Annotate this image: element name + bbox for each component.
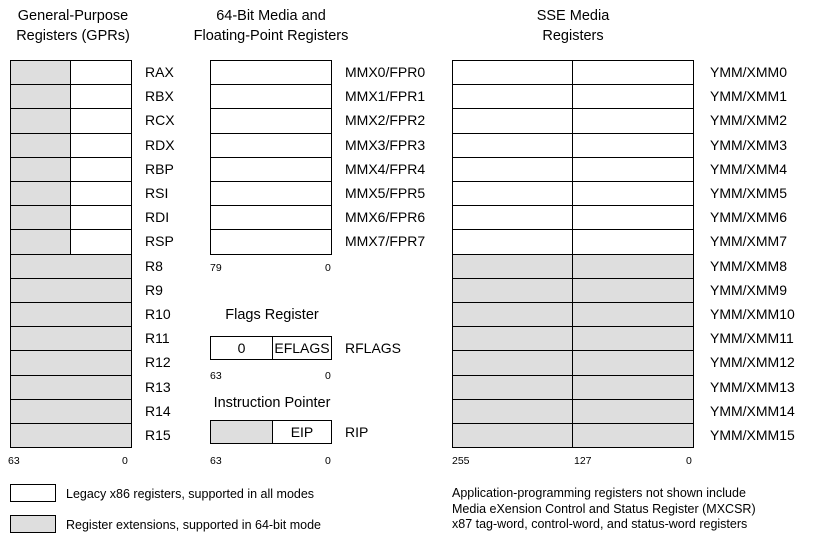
sse-row-13-divider (572, 376, 573, 399)
mmx-row-7 (210, 229, 332, 254)
sse-row-14-label: YMM/XMM14 (710, 402, 795, 419)
sse-row-0-divider (572, 61, 573, 84)
gpr-row-r14 (10, 399, 132, 424)
sse-row-5 (452, 181, 694, 206)
gpr-heading (0, 6, 146, 46)
sse-row-0-left-half (453, 61, 572, 84)
sse-bit-mid: 127 (574, 455, 592, 467)
sse-row-5-left-half (453, 182, 572, 205)
sse-row-8-divider (572, 255, 573, 278)
legend-legacy-text: Legacy x86 registers, supported in all modes (66, 487, 315, 501)
mmx-heading-line1: 64-Bit Media and (216, 8, 326, 24)
gpr-row-r11-label: R11 (145, 330, 170, 347)
rip-eip-value: EIP (290, 424, 314, 440)
sse-row-5-label: YMM/XMM5 (710, 185, 787, 201)
mmx-bit-low: 0 (325, 262, 331, 274)
flags-heading: Flags Register (225, 307, 319, 323)
mmx-row-3 (210, 133, 332, 158)
sse-row-3 (452, 133, 694, 158)
gpr-row-rbx-left-half (11, 85, 70, 108)
sse-row-2-left-half (453, 109, 572, 132)
gpr-row-rsi-label: RSI (145, 185, 169, 201)
flags-bit-high: 63 (210, 370, 222, 382)
mmx-row-0 (210, 60, 332, 85)
sse-row-9-divider (572, 279, 573, 302)
gpr-row-rax (10, 60, 132, 85)
sse-row-12-divider (572, 351, 573, 374)
sse-row-6-label: YMM/XMM6 (710, 209, 787, 226)
sse-heading (513, 6, 633, 46)
sse-row-1-left-half (453, 85, 572, 108)
gpr-row-rsi (10, 181, 132, 206)
gpr-bit-low: 0 (122, 455, 128, 467)
mmx-heading-line2: Floating-Point Registers (193, 28, 349, 44)
sse-row-12 (452, 350, 694, 375)
mmx-bit-high: 79 (210, 262, 222, 274)
gpr-row-rcx-label: RCX (145, 112, 175, 129)
sse-row-11 (452, 326, 694, 351)
sse-row-1-label: YMM/XMM1 (710, 88, 787, 105)
rflags-upper-value: 0 (237, 340, 246, 356)
sse-row-15-divider (572, 424, 573, 447)
sse-row-11-label: YMM/XMM11 (710, 330, 794, 347)
sse-row-7-left-half (453, 230, 572, 253)
mmx-row-1 (210, 84, 332, 109)
mmx-row-4 (210, 157, 332, 182)
gpr-row-r9-label: R9 (145, 281, 163, 298)
gpr-row-rax-label: RAX (145, 64, 174, 80)
sse-row-6-left-half (453, 206, 572, 229)
sse-row-12-label: YMM/XMM12 (710, 354, 795, 371)
sse-row-10 (452, 302, 694, 327)
gpr-row-r15 (10, 423, 132, 448)
gpr-row-rcx-divider (70, 109, 71, 132)
rip-upper-half (211, 421, 272, 443)
sse-row-4-left-half (453, 158, 572, 181)
sse-row-0-label: YMM/XMM0 (710, 64, 787, 80)
mmx-row-4-label: MMX4/FPR4 (345, 160, 426, 177)
legend-extension-swatch (10, 515, 56, 533)
sse-row-5-divider (572, 182, 573, 205)
gpr-row-r11 (10, 326, 132, 351)
note-line-1: Application-programming registers not shown include (452, 486, 746, 500)
gpr-row-r14-label: R14 (145, 402, 171, 419)
sse-row-12-left-half (453, 351, 572, 374)
sse-row-8-label: YMM/XMM8 (710, 257, 787, 274)
gpr-row-rsi-divider (70, 182, 71, 205)
gpr-row-r8 (10, 254, 132, 279)
gpr-row-rdi (10, 205, 132, 230)
sse-row-8-left-half (453, 255, 572, 278)
sse-row-14-left-half (453, 400, 572, 423)
gpr-row-rax-divider (70, 61, 71, 84)
sse-row-6 (452, 205, 694, 230)
sse-heading-line2: Registers (542, 28, 604, 44)
sse-row-4 (452, 157, 694, 182)
gpr-row-rdi-left-half (11, 206, 70, 229)
gpr-row-rsp-left-half (11, 230, 70, 253)
gpr-row-rbx (10, 84, 132, 109)
sse-row-13-left-half (453, 376, 572, 399)
mmx-row-3-label: MMX3/FPR3 (345, 136, 426, 153)
sse-row-11-left-half (453, 327, 572, 350)
gpr-row-rbx-label: RBX (145, 88, 174, 105)
sse-row-2-divider (572, 109, 573, 132)
sse-row-2 (452, 108, 694, 133)
gpr-row-r15-label: R15 (145, 427, 171, 443)
gpr-row-r10-label: R10 (145, 306, 171, 322)
gpr-row-rbp (10, 157, 132, 182)
sse-row-10-left-half (453, 303, 572, 326)
mmx-row-2 (210, 108, 332, 133)
gpr-row-rcx (10, 108, 132, 133)
gpr-row-r13 (10, 375, 132, 400)
mmx-row-5-label: MMX5/FPR5 (345, 185, 426, 201)
sse-row-9-left-half (453, 279, 572, 302)
sse-row-3-divider (572, 134, 573, 157)
legend-legacy-swatch (10, 484, 56, 502)
mmx-heading (176, 6, 366, 46)
ip-bit-low: 0 (325, 455, 331, 467)
gpr-row-rbp-label: RBP (145, 160, 174, 177)
sse-row-9 (452, 278, 694, 303)
gpr-row-rdi-divider (70, 206, 71, 229)
sse-row-4-divider (572, 158, 573, 181)
sse-row-10-label: YMM/XMM10 (710, 306, 795, 322)
gpr-row-rbx-divider (70, 85, 71, 108)
sse-bit-high: 255 (452, 455, 470, 467)
sse-row-7-label: YMM/XMM7 (710, 233, 787, 250)
gpr-row-rsp-divider (70, 230, 71, 253)
sse-row-8 (452, 254, 694, 279)
rflags-eflags-value: EFLAGS (274, 340, 330, 356)
sse-row-1 (452, 84, 694, 109)
sse-row-13 (452, 375, 694, 400)
gpr-heading-line2: Registers (GPRs) (16, 28, 130, 44)
gpr-heading-line1: General-Purpose (17, 8, 129, 24)
gpr-row-rdx-divider (70, 134, 71, 157)
sse-row-0 (452, 60, 694, 85)
sse-row-15 (452, 423, 694, 448)
rflags-label: RFLAGS (345, 340, 402, 356)
sse-row-7 (452, 229, 694, 254)
mmx-row-1-label: MMX1/FPR1 (345, 88, 426, 105)
sse-row-9-label: YMM/XMM9 (710, 281, 787, 298)
mmx-row-6-label: MMX6/FPR6 (345, 209, 426, 226)
flags-bit-low: 0 (325, 370, 331, 382)
note-line-2: Media eXension Control and Status Register (MXCSR) (452, 501, 756, 516)
mmx-row-0-label: MMX0/FPR0 (345, 64, 426, 80)
sse-row-13-label: YMM/XMM13 (710, 378, 795, 395)
gpr-row-r12 (10, 350, 132, 375)
sse-row-1-divider (572, 85, 573, 108)
mmx-row-6 (210, 205, 332, 230)
legend-extension-text: Register extensions, supported in 64-bit mode (66, 518, 322, 532)
ip-heading: Instruction Pointer (213, 395, 331, 411)
sse-row-7-divider (572, 230, 573, 253)
gpr-row-rdi-label: RDI (145, 209, 170, 226)
sse-bit-low: 0 (686, 455, 692, 467)
gpr-row-r13-label: R13 (145, 378, 171, 395)
sse-row-6-divider (572, 206, 573, 229)
sse-row-3-left-half (453, 134, 572, 157)
rip-register (210, 420, 332, 444)
gpr-row-rcx-left-half (11, 109, 70, 132)
note-line-3: x87 tag-word, control-word, and status-word registers (452, 517, 748, 531)
sse-row-11-divider (572, 327, 573, 350)
gpr-row-rbp-left-half (11, 158, 70, 181)
ip-bit-high: 63 (210, 455, 222, 467)
sse-row-2-label: YMM/XMM2 (710, 112, 787, 129)
gpr-row-rsp (10, 229, 132, 254)
sse-row-15-label: YMM/XMM15 (710, 427, 795, 443)
gpr-row-r10 (10, 302, 132, 327)
gpr-row-rsi-left-half (11, 182, 70, 205)
sse-row-4-label: YMM/XMM4 (710, 160, 787, 177)
gpr-row-rdx (10, 133, 132, 158)
sse-heading-line1: SSE Media (536, 8, 610, 24)
sse-row-14-divider (572, 400, 573, 423)
gpr-row-rax-left-half (11, 61, 70, 84)
rip-label: RIP (345, 424, 369, 440)
sse-row-10-divider (572, 303, 573, 326)
gpr-row-rdx-left-half (11, 134, 70, 157)
sse-row-3-label: YMM/XMM3 (710, 136, 787, 153)
rflags-register (210, 336, 332, 360)
gpr-row-rdx-label: RDX (145, 136, 175, 153)
gpr-row-rbp-divider (70, 158, 71, 181)
note-block (452, 486, 822, 533)
mmx-row-2-label: MMX2/FPR2 (345, 112, 426, 129)
gpr-bit-high: 63 (8, 455, 20, 467)
mmx-row-5 (210, 181, 332, 206)
sse-row-15-left-half (453, 424, 572, 447)
sse-row-14 (452, 399, 694, 424)
gpr-row-r9 (10, 278, 132, 303)
gpr-row-r8-label: R8 (145, 257, 163, 274)
gpr-row-rsp-label: RSP (145, 233, 174, 250)
mmx-row-7-label: MMX7/FPR7 (345, 233, 426, 250)
gpr-row-r12-label: R12 (145, 354, 171, 371)
